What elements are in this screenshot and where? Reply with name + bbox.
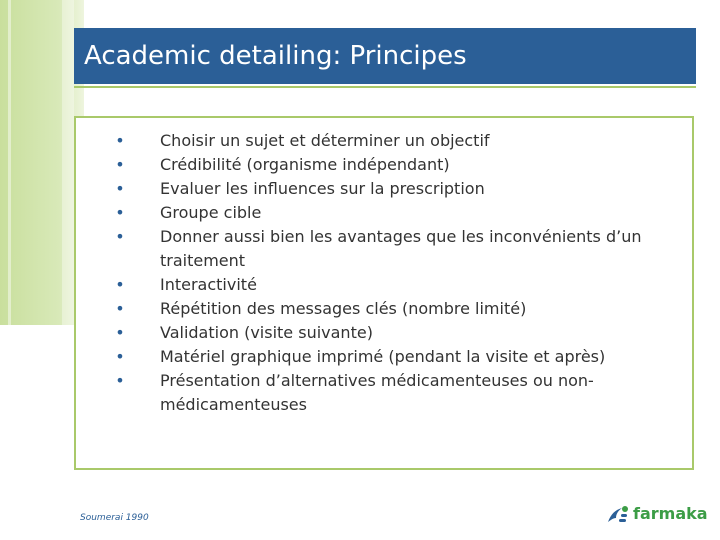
list-item [76,201,676,225]
list-item-text: Groupe cible [160,203,262,222]
list-item [76,153,676,177]
bullet-dot: • [115,155,125,174]
list-item [76,297,676,321]
bullet-dot: • [115,347,125,366]
bullet-dot: • [115,179,125,198]
left-decorative-band [0,0,84,325]
list-item [76,321,676,345]
bullet-dot: • [115,227,125,246]
list-item [76,369,676,417]
logo-text: farmaka [633,504,708,523]
list-item [76,225,676,273]
list-item [76,273,676,297]
title-bar [74,28,696,84]
bullet-list [76,129,676,417]
list-item-text: Validation (visite suivante) [160,323,373,342]
bullet-dot: • [115,299,125,318]
list-item-text: Crédibilité (organisme indépendant) [160,155,450,174]
list-item-text: Répétition des messages clés (nombre limité) [160,299,527,318]
title-underline [74,86,696,88]
list-item-text: Présentation d’alternatives médicamenteuses ou non-médicamenteuses [160,371,594,414]
list-item-text: Interactivité [160,275,257,294]
citation: Soumerai 1990 [80,513,149,523]
bullet-dot: • [115,323,125,342]
bullet-dot: • [115,371,125,390]
list-item-text: Choisir un sujet et déterminer un objectif [160,131,490,150]
list-item-text: Donner aussi bien les avantages que les inconvénients d’un traitement [160,227,642,270]
list-item [76,345,676,369]
bullet-dot: • [115,131,125,150]
list-item [76,129,676,153]
list-item-text: Evaluer les influences sur la prescription [160,179,485,198]
bullet-dot: • [115,275,125,294]
farmaka-logo-icon [605,500,633,528]
list-item [76,177,676,201]
page-title: Academic detailing: Principes [84,41,467,71]
content-box [74,116,694,470]
bullet-dot: • [115,203,125,222]
farmaka-logo [605,500,708,530]
list-item-text: Matériel graphique imprimé (pendant la visite et après) [160,347,606,366]
left-band-highlight [62,0,74,325]
